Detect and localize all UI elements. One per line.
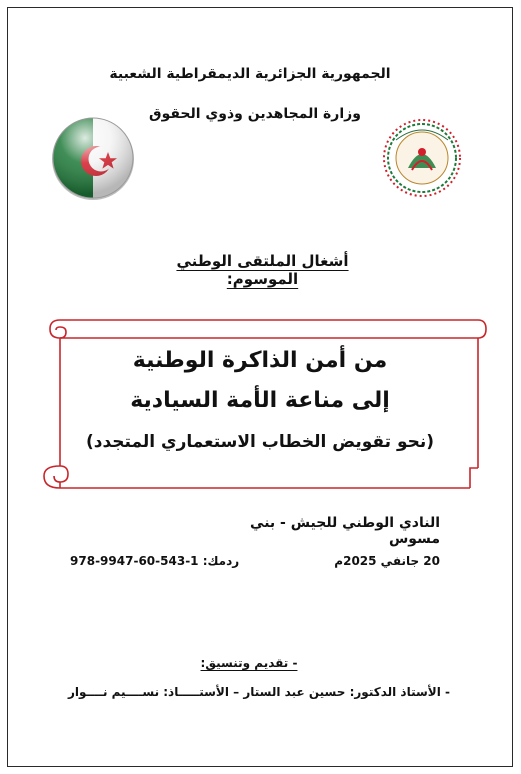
republic-heading: الجمهورية الجزائرية الديمقراطية الشعبية	[109, 66, 391, 82]
title-line-1: من أمن الذاكرة الوطنية	[132, 348, 388, 373]
coordination-heading: - تقديم وتنسيق:	[200, 656, 298, 670]
algeria-flag-icon	[50, 115, 136, 201]
ministry-seal-icon	[378, 118, 466, 198]
authors-line: - الأستاذ الدكتور: حسين عبد الستار – الأستـــــاذ: نســــيم نــــوار	[68, 685, 450, 699]
title-line-3: (نحو تقويض الخطاب الاستعماري المتجدد)	[85, 432, 435, 452]
title-line-2: إلى مناعة الأمة السيادية	[130, 388, 390, 413]
isbn-text: ردمك: 1-543-60-9947-978	[70, 554, 240, 568]
ministry-heading: وزارة المجاهدين وذوي الحقوق	[149, 106, 361, 122]
date-text: 20 جانفي 2025م	[334, 554, 440, 568]
proceedings-heading: أشغال الملتقى الوطني الموسوم:	[176, 252, 349, 288]
venue-text: النادي الوطني للجيش - بني مسوس	[250, 515, 440, 547]
